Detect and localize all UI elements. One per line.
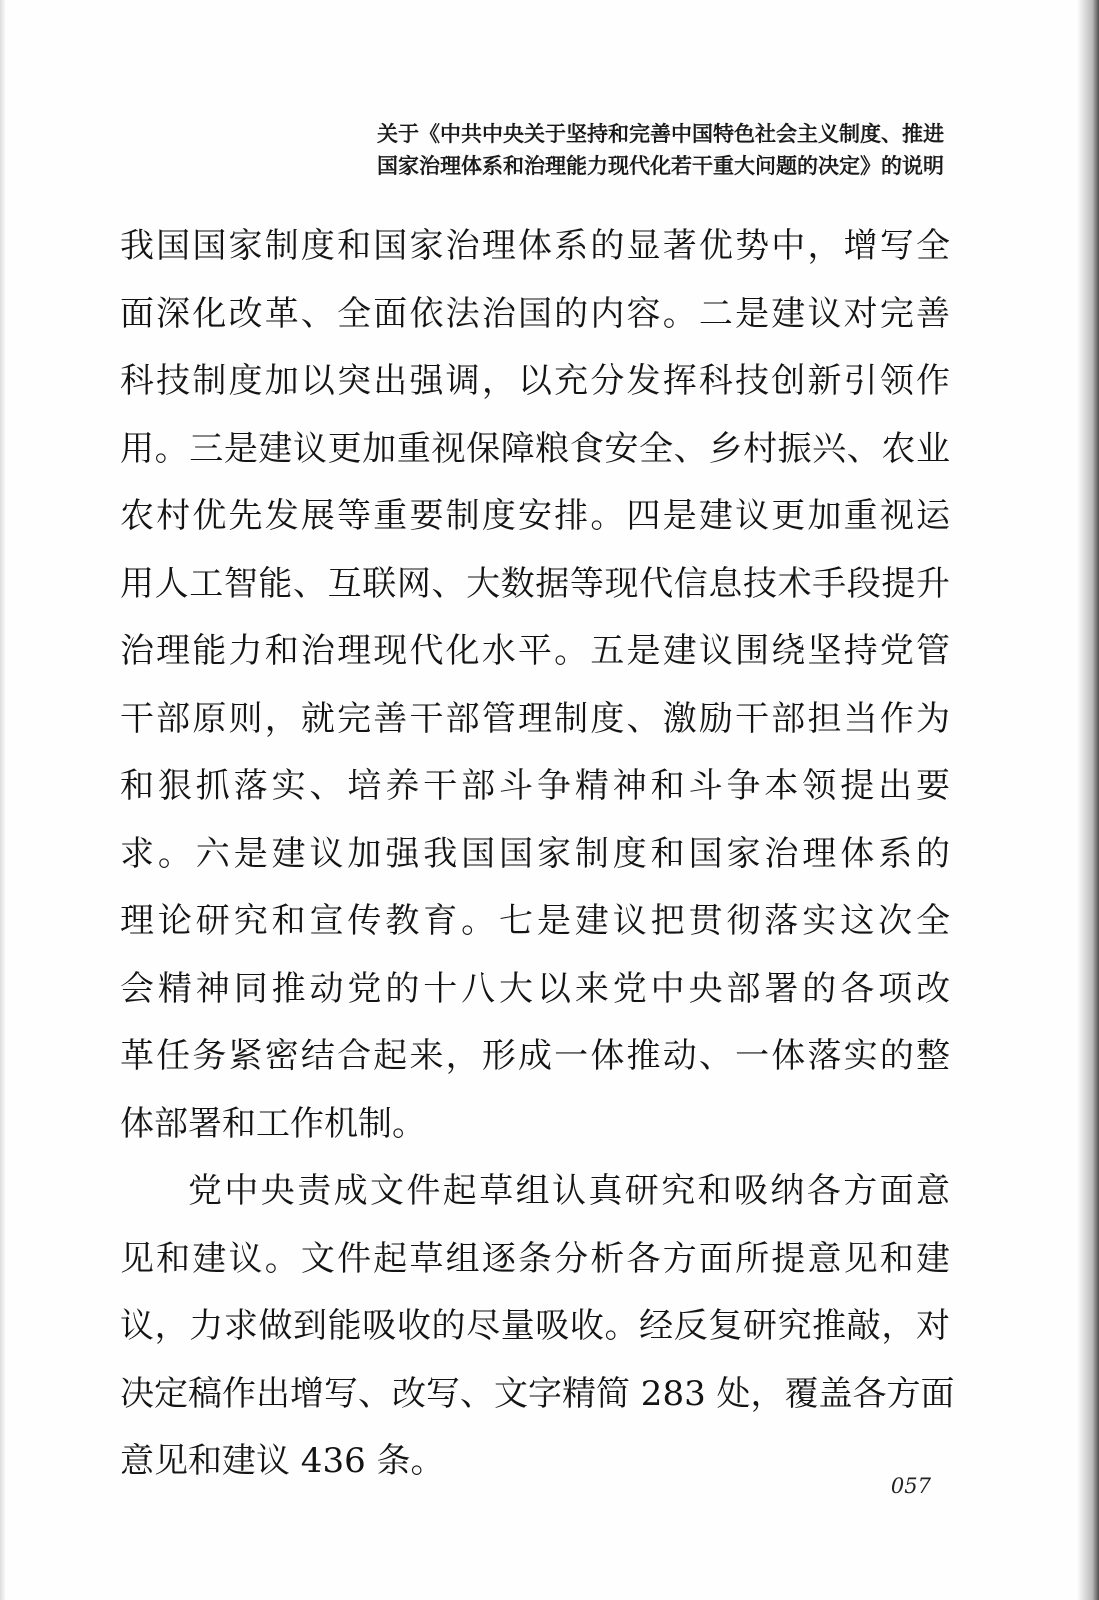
- text-line: 会精神同推动党的十八大以来党中央部署的各项改: [120, 968, 950, 1009]
- text-line: 面深化改革、全面依法治国的内容。二是建议对完善: [120, 293, 950, 334]
- text-line: 意见和建议 436 条。: [120, 1441, 445, 1481]
- text-line: 见和建议。文件起草组逐条分析各方面所提意见和建: [120, 1238, 950, 1279]
- scan-edge-left: [0, 0, 6, 1600]
- running-head: [244, 118, 944, 182]
- text-line: 决定稿作出增写、改写、文字精简 283 处，覆盖各方面: [120, 1373, 955, 1414]
- running-head-line-2: 国家治理体系和治理能力现代化若干重大问题的决定》的说明: [377, 154, 944, 178]
- running-head-line-1: 关于《中共中央关于坚持和完善中国特色社会主义制度、推进: [377, 122, 944, 146]
- text-line: 治理能力和治理现代化水平。五是建议围绕坚持党管: [120, 631, 950, 671]
- body-text: [120, 213, 955, 1496]
- text-line: 用人工智能、互联网、大数据等现代信息技术手段提升: [120, 563, 950, 604]
- paragraph-1: [120, 213, 950, 1158]
- text-line: 议，力求做到能吸收的尽量吸收。经反复研究推敲，对: [120, 1306, 950, 1346]
- page-number: 057: [890, 1474, 931, 1498]
- text-line: 革任务紧密结合起来，形成一体推动、一体落实的整: [120, 1036, 950, 1076]
- text-line: 我国国家制度和国家治理体系的显著优势中，增写全: [120, 226, 950, 266]
- text-line: 用。三是建议更加重视保障粮食安全、乡村振兴、农业: [120, 428, 950, 469]
- text-line: 党中央责成文件起草组认真研究和吸纳各方面意: [188, 1171, 950, 1211]
- text-line: 理论研究和宣传教育。七是建议把贯彻落实这次全: [120, 901, 950, 941]
- text-line: 干部原则，就完善干部管理制度、激励干部担当作为: [120, 698, 950, 739]
- scan-edge-right: [1077, 0, 1099, 1600]
- text-line: 科技制度加以突出强调，以充分发挥科技创新引领作: [120, 361, 950, 401]
- text-line: 求。六是建议加强我国国家制度和国家治理体系的: [120, 833, 950, 874]
- text-line: 体部署和工作机制。: [120, 1103, 426, 1144]
- text-line: 农村优先发展等重要制度安排。四是建议更加重视运: [120, 496, 950, 536]
- paragraph-2: [120, 1158, 955, 1496]
- text-line: 和狠抓落实、培养干部斗争精神和斗争本领提出要: [120, 766, 950, 806]
